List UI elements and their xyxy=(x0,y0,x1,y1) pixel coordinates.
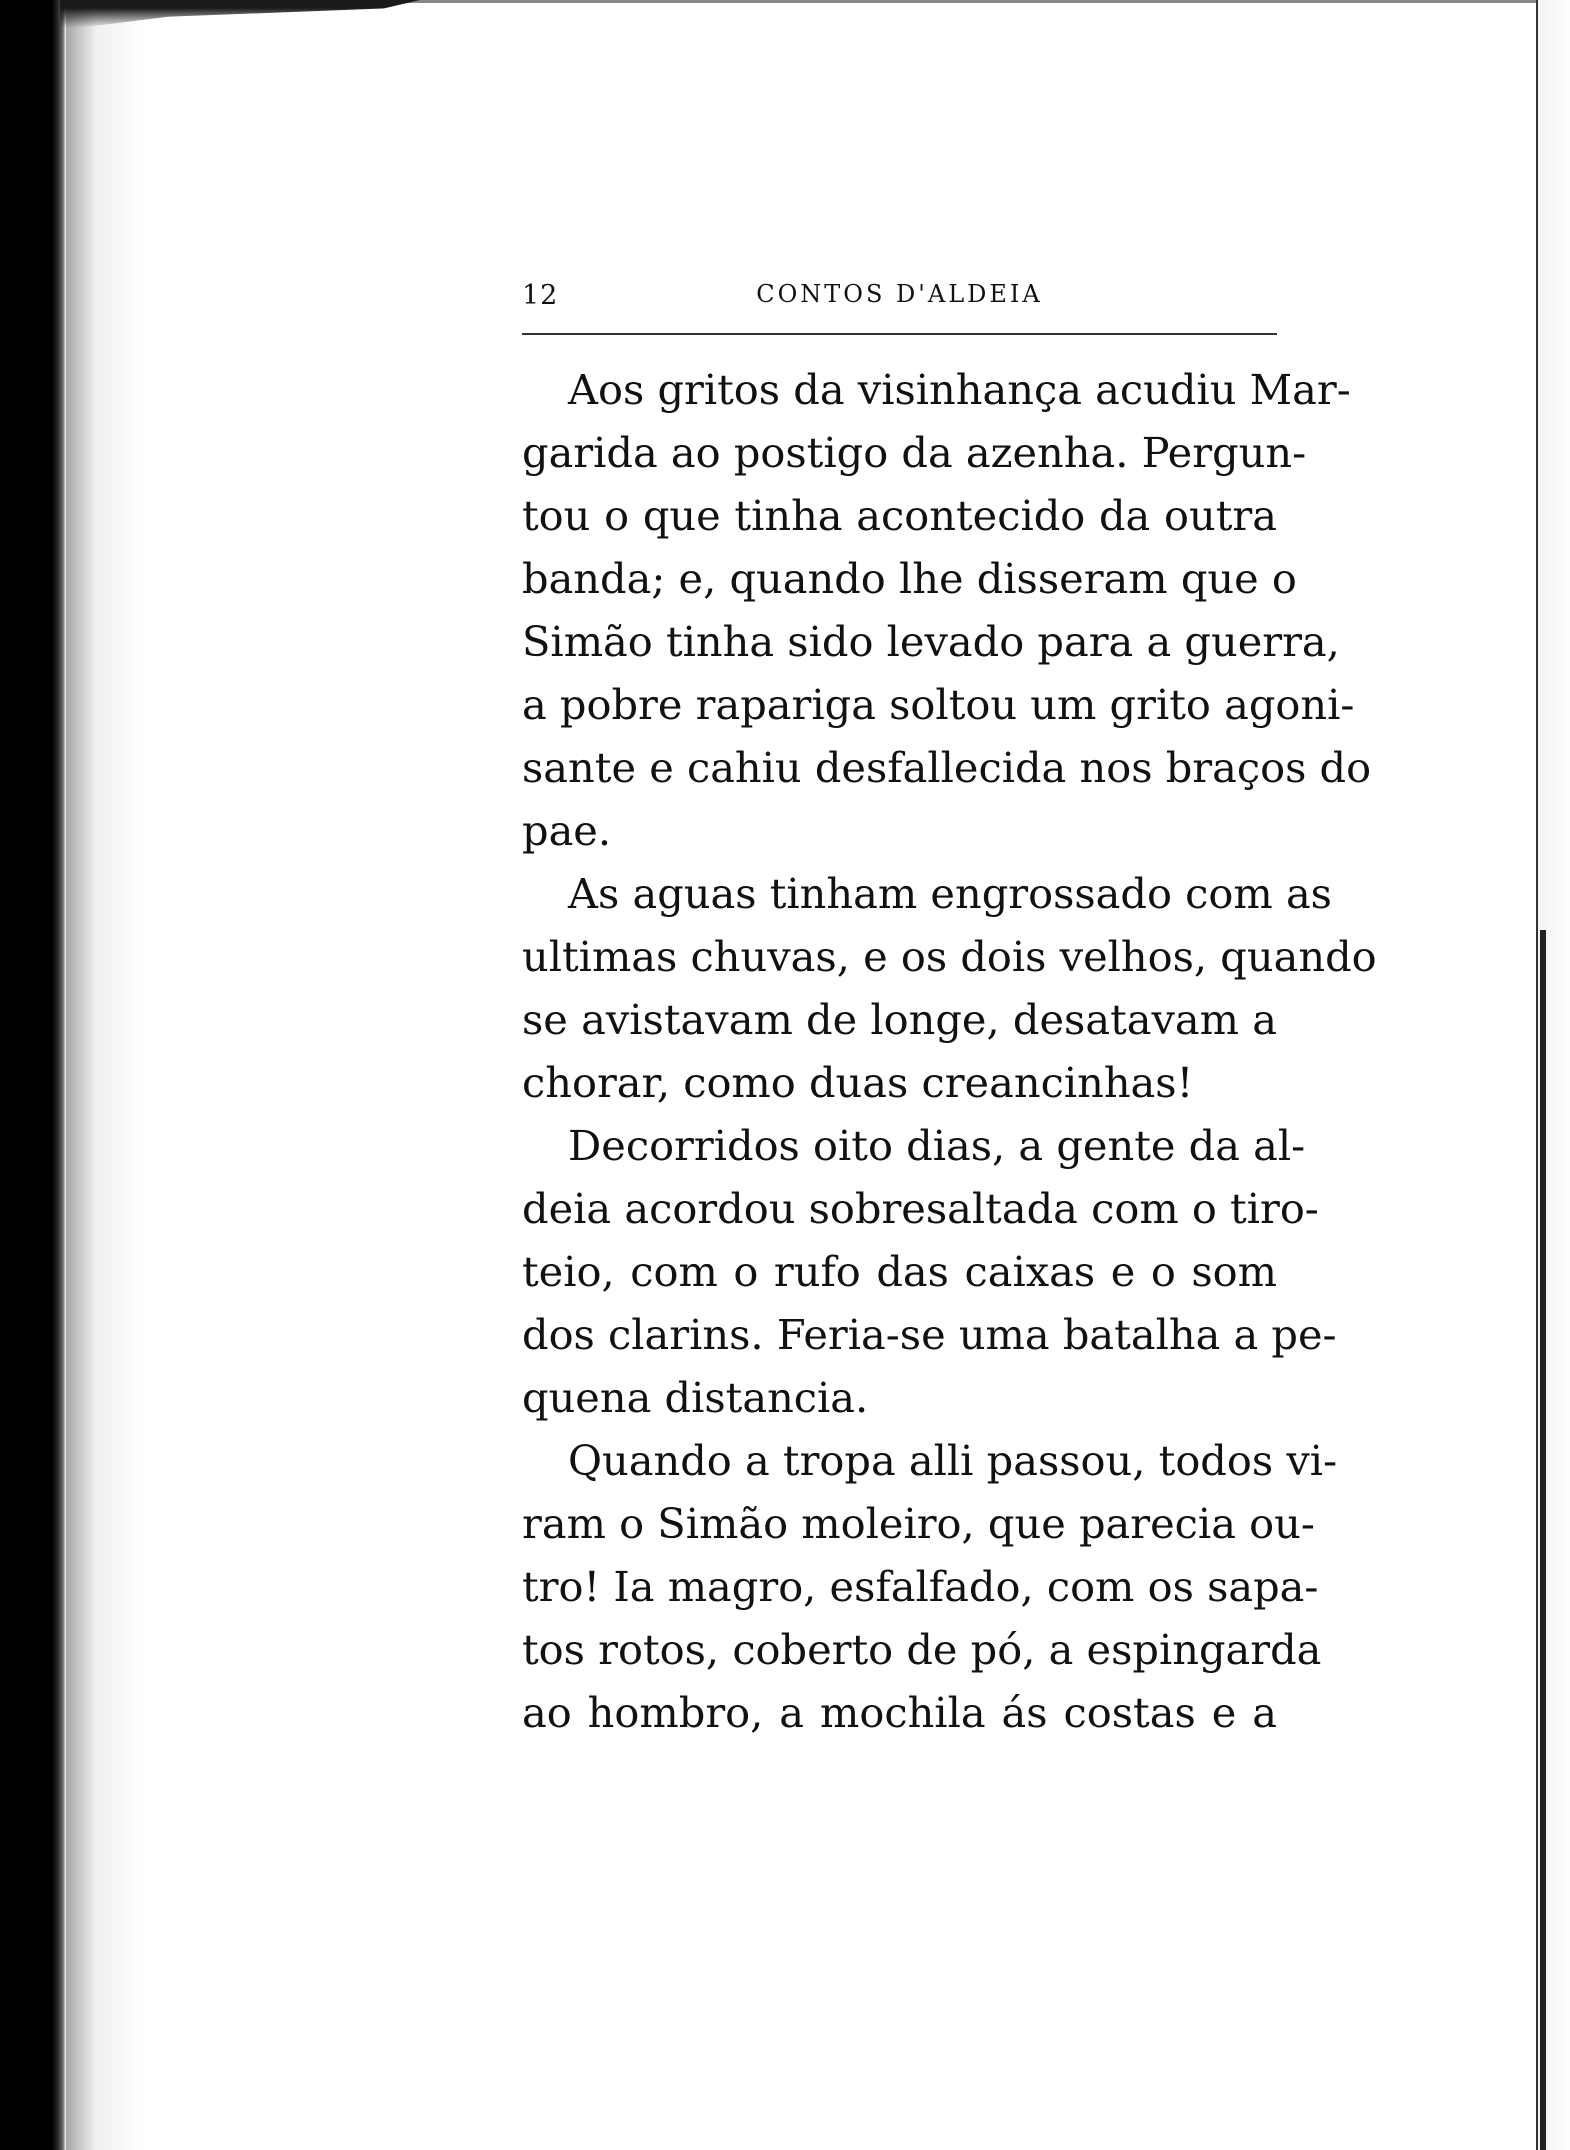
text-line: garida ao postigo da azenha. Pergun- xyxy=(522,428,1307,477)
text-line: Aos gritos da visinhança acudiu Mar- xyxy=(568,365,1351,414)
text-line: ram o Simão moleiro, que parecia ou- xyxy=(522,1499,1315,1548)
book-binding-edge xyxy=(0,0,66,2150)
text-line: Decorridos oito dias, a gente da al- xyxy=(568,1121,1306,1170)
paragraph-3 xyxy=(522,1114,1337,1429)
running-title: CONTOS D'ALDEIA xyxy=(756,280,1043,308)
text-line: sante e cahiu desfallecida nos braços do xyxy=(522,743,1372,792)
text-line: dos clarins. Feria-se uma batalha a pe- xyxy=(522,1310,1337,1359)
text-line: Quando a tropa alli passou, todos vi- xyxy=(568,1436,1338,1485)
paragraph-4 xyxy=(522,1429,1338,1744)
text-line: As aguas tinham engrossado com as xyxy=(568,869,1332,918)
body-text xyxy=(522,358,1377,1744)
text-line: tos rotos, coberto de pó, a espingarda xyxy=(522,1625,1322,1674)
text-line: a pobre rapariga soltou um grito agoni- xyxy=(522,680,1355,729)
text-line: banda; e, quando lhe disseram que o xyxy=(522,554,1297,603)
text-line: tou o que tinha acontecido da outra xyxy=(522,491,1277,540)
text-line: chorar, como duas creancinhas! xyxy=(522,1058,1194,1107)
paragraph-2 xyxy=(522,862,1377,1114)
binding-shadow xyxy=(66,0,146,2150)
header-rule xyxy=(522,333,1277,335)
text-line: deia acordou sobresaltada com o tiro- xyxy=(522,1184,1319,1233)
text-line: teio, com o rufo das caixas e o som xyxy=(522,1247,1277,1296)
text-line: quena distancia. xyxy=(522,1373,869,1422)
text-line: se avistavam de longe, desatavam a xyxy=(522,995,1277,1044)
text-line: Simão tinha sido levado para a guerra, xyxy=(522,617,1340,666)
page-right-edge-shadow xyxy=(1540,930,1546,2150)
text-line: pae. xyxy=(522,806,612,855)
text-line: ao hombro, a mochila ás costas e a xyxy=(522,1688,1277,1737)
text-line: ultimas chuvas, e os dois velhos, quando xyxy=(522,932,1377,981)
paragraph-1 xyxy=(522,358,1372,862)
running-head xyxy=(522,278,1277,328)
page-number: 12 xyxy=(522,280,559,311)
text-line: tro! Ia magro, esfalfado, com os sapa- xyxy=(522,1562,1319,1611)
